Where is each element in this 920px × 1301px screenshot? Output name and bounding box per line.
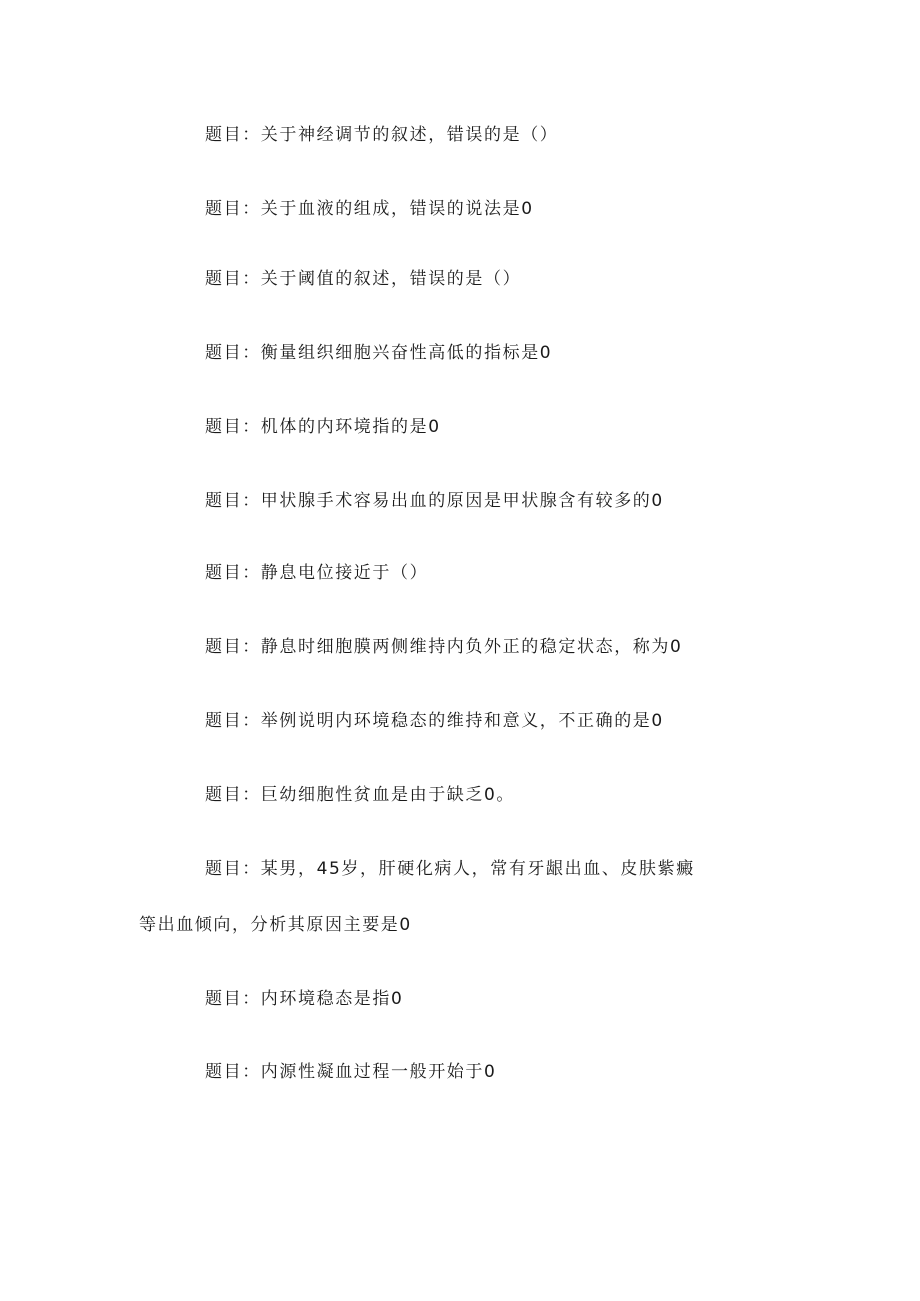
question-5: 题目：机体的内环境指的是0 bbox=[205, 417, 441, 437]
question-2: 题目：关于血液的组成，错误的说法是0 bbox=[205, 199, 534, 219]
question-13: 题目：内源性凝血过程一般开始于0 bbox=[205, 1062, 497, 1082]
question-12: 题目：内环境稳态是指0 bbox=[205, 989, 404, 1009]
question-11-line-2: 等出血倾向，分析其原因主要是0 bbox=[139, 915, 412, 935]
question-3: 题目：关于阈值的叙述，错误的是（） bbox=[205, 269, 522, 289]
question-10: 题目：巨幼细胞性贫血是由于缺乏0。 bbox=[205, 785, 516, 805]
question-1: 题目：关于神经调节的叙述，错误的是（） bbox=[205, 125, 559, 145]
question-4: 题目：衡量组织细胞兴奋性高低的指标是0 bbox=[205, 343, 553, 363]
question-7: 题目：静息电位接近于（） bbox=[205, 563, 429, 583]
question-6: 题目：甲状腺手术容易出血的原因是甲状腺含有较多的0 bbox=[205, 491, 664, 511]
question-11-line-1: 题目：某男，45岁，肝硬化病人，常有牙龈出血、皮肤紫癜 bbox=[205, 859, 695, 879]
question-8: 题目：静息时细胞膜两侧维持内负外正的稳定状态，称为0 bbox=[205, 637, 683, 657]
question-9: 题目：举例说明内环境稳态的维持和意义，不正确的是0 bbox=[205, 711, 664, 731]
